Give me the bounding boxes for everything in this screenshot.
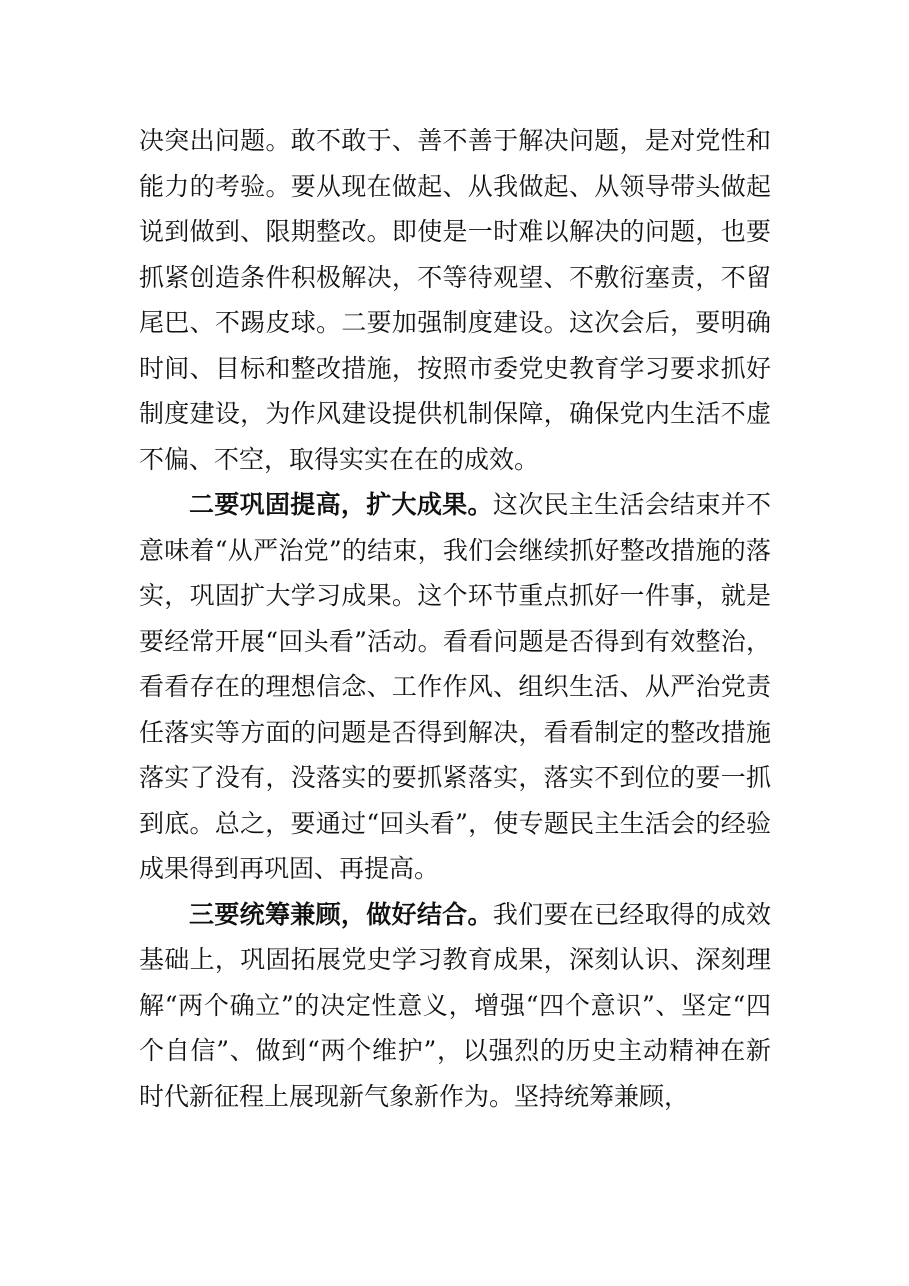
paragraph-heading: 三要统筹兼顾，做好结合。 (189, 899, 493, 929)
paragraph-text: 这次民主生活会结束并不意味着“从严治党”的结束，我们会继续抓好整改措施的落实，巩固扩大学习成果。这个环节重点抓好一件事，就是要经常开展“回头看”活动。看看问题是否得到有效整治，看看存在的理想信念、工作作风、组织生活、从严治党责任落实等方面的问题是否得到解决，看看制定的整改措施落实了没有，没落实的要抓紧落实，落实不到位的要一抓到底。总之，要通过“回头看”，使专题民主生活会的经验成果得到再巩固、再提高。 (139, 490, 771, 883)
paragraph-coordinate (139, 892, 771, 1120)
document-body (139, 118, 771, 1119)
paragraph-text: 我们要在已经取得的成效基础上，巩固拓展党史学习教育成果，深刻认识、深刻理解“两个确立”的决定性意义，增强“四个意识”、坚定“四个自信”、做到“两个维护”，以强烈的历史主动精神在新时代新征程上展现新气象新作为。坚持统筹兼顾， (139, 899, 771, 1111)
paragraph-text: 决突出问题。敢不敢于、善不善于解决问题，是对党性和能力的考验。要从现在做起、从我做起、从领导带头做起说到做到、限期整改。即使是一时难以解决的问题，也要抓紧创造条件积极解决，不等待观望、不敷衍塞责，不留尾巴、不踢皮球。二要加强制度建设。这次会后，要明确时间、目标和整改措施，按照市委党史教育学习要求抓好制度建设，为作风建设提供机制保障，确保党内生活不虚不偏、不空，取得实实在在的成效。 (139, 126, 771, 474)
paragraph-consolidate (139, 482, 771, 892)
paragraph-continuation (139, 118, 771, 482)
paragraph-heading: 二要巩固提高，扩大成果。 (189, 490, 493, 519)
